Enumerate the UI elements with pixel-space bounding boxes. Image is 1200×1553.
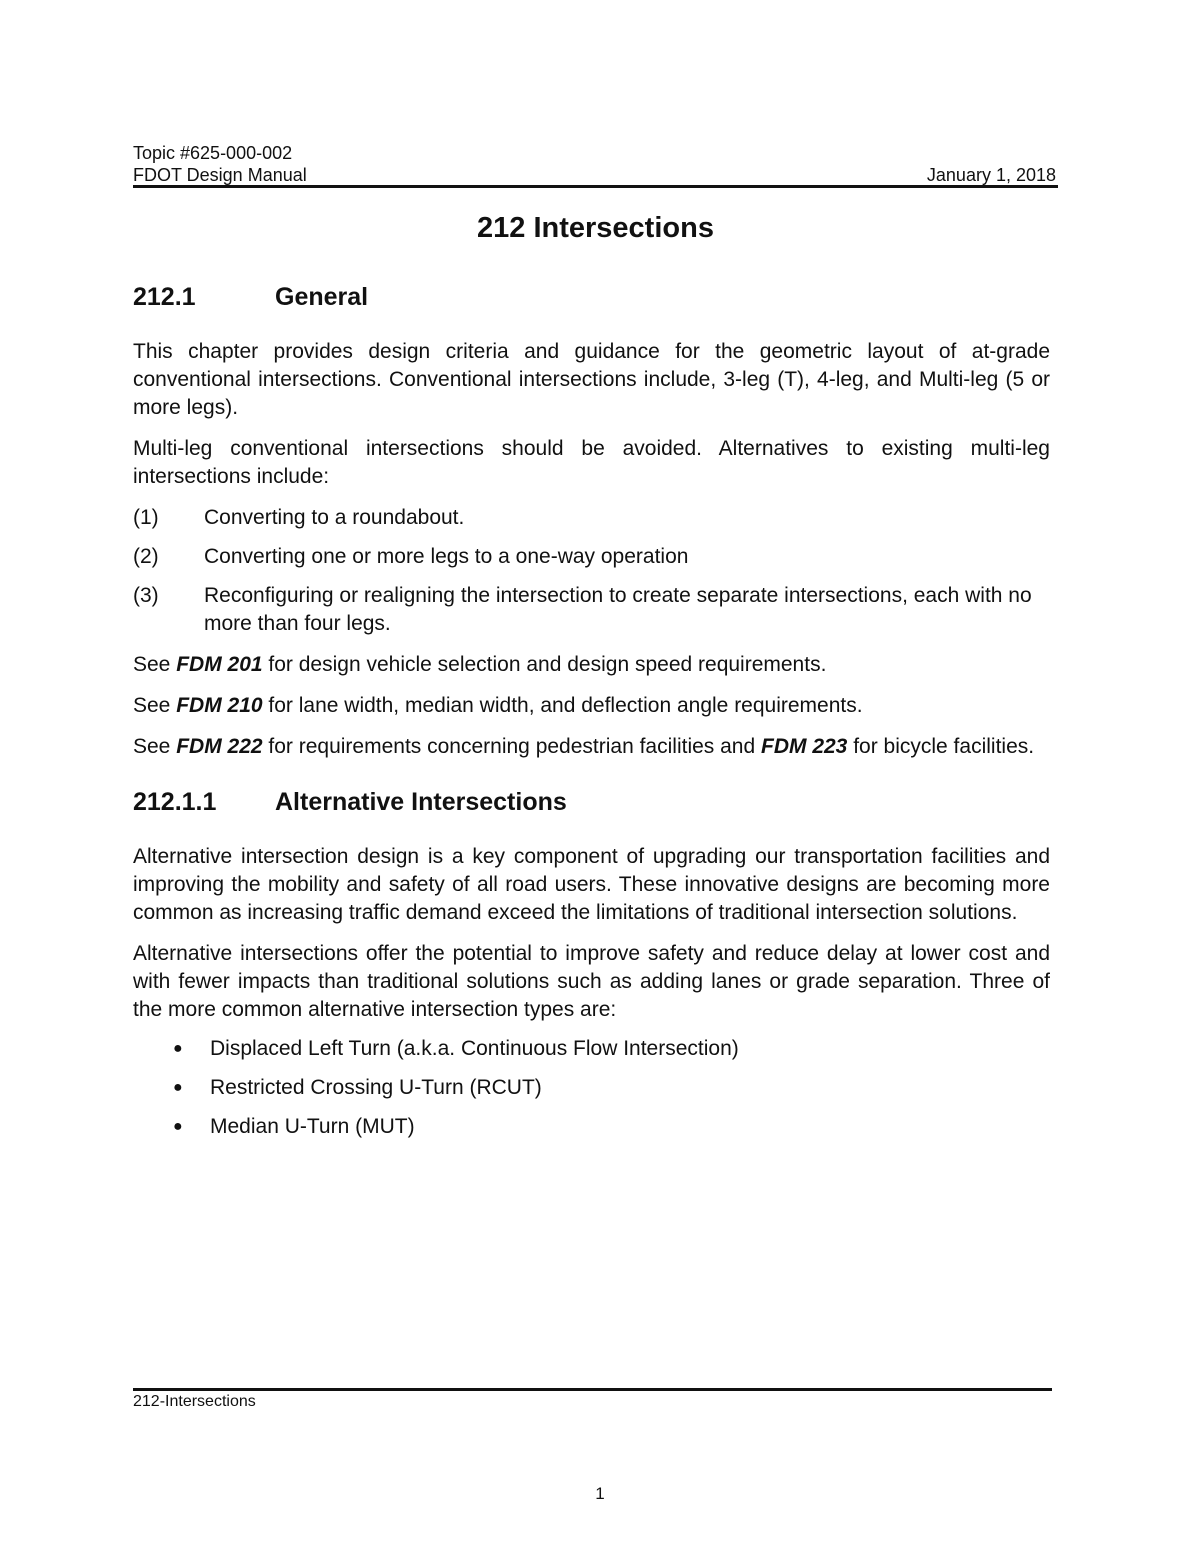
bullet-icon: ● <box>173 1040 183 1057</box>
paragraph: Alternative intersections offer the potential to improve safety and reduce delay at lower cost and with fewer impacts than traditional solutions such as adding lanes or grade separation. Three of the more common alternative intersection types are: <box>133 942 1050 1021</box>
header-row <box>133 164 1056 186</box>
section-number: 212.1 <box>133 283 196 311</box>
see-reference-paragraph: See FDM 210 for lane width, median width, and deflection angle requirements. <box>133 694 863 717</box>
paragraph: Alternative intersection design is a key component of upgrading our transportation facilities and improving the mobility and safety of all road users. These innovative designs are becoming more common as increasing traffic demand exceed the limitations of traditional intersection solutions. <box>133 845 1050 924</box>
list-item <box>133 504 1050 532</box>
list-item <box>133 582 1050 638</box>
section-title: Alternative Intersections <box>275 788 567 816</box>
page-number: 1 <box>595 1484 605 1503</box>
bullet-text: Restricted Crossing U-Turn (RCUT) <box>210 1076 542 1099</box>
list-item-number: (3) <box>133 584 159 607</box>
chapter-title: 212 Intersections <box>477 212 714 244</box>
header-date: January 1, 2018 <box>926 165 1056 185</box>
section-number: 212.1.1 <box>133 788 217 816</box>
manual-name: FDOT Design Manual <box>133 165 307 185</box>
list-item-number: (2) <box>133 545 159 568</box>
bullet-text: Displaced Left Turn (a.k.a. Continuous Flow Intersection) <box>210 1037 739 1060</box>
section-heading-general <box>133 280 1050 314</box>
fdm-reference-link: FDM 222 <box>176 735 263 758</box>
list-item-text: Converting one or more legs to a one-way operation <box>204 545 689 568</box>
list-item-text: Converting to a roundabout. <box>204 506 465 529</box>
page-content <box>133 280 1050 1141</box>
bullet-item <box>133 1035 1050 1063</box>
bullet-icon: ● <box>173 1118 183 1135</box>
list-item-number: (1) <box>133 506 159 529</box>
footer-divider <box>133 1388 1052 1391</box>
fdm-reference-link: FDM 210 <box>176 694 263 717</box>
numbered-list <box>133 504 1050 638</box>
bullet-item <box>133 1113 1050 1141</box>
fdm-reference-link: FDM 201 <box>176 653 263 676</box>
see-reference-paragraph: See FDM 201 for design vehicle selection and design speed requirements. <box>133 653 827 676</box>
page-header <box>133 142 1056 186</box>
bullet-item <box>133 1074 1050 1102</box>
bullet-list <box>133 1035 1050 1141</box>
header-divider <box>133 185 1058 188</box>
list-item-text: Reconfiguring or realigning the intersection to create separate intersections, each with no more than four legs. <box>204 584 1032 635</box>
fdm-reference-link: FDM 223 <box>761 735 848 758</box>
section-title: General <box>275 283 369 311</box>
paragraph: Multi-leg conventional intersections should be avoided. Alternatives to existing multi-leg intersections include: <box>133 437 1050 488</box>
topic-number: Topic #625-000-002 <box>133 143 293 163</box>
list-item <box>133 543 1050 571</box>
bullet-icon: ● <box>173 1079 183 1096</box>
section-heading-alternative <box>133 785 1050 819</box>
bullet-text: Median U-Turn (MUT) <box>210 1115 415 1138</box>
paragraph: This chapter provides design criteria and guidance for the geometric layout of at-grade conventional intersections. Conventional intersections include, 3-leg (T), 4-leg, and Multi-leg (5 or more legs). <box>133 340 1050 419</box>
footer-label: 212-Intersections <box>133 1393 256 1410</box>
see-reference-paragraph: See FDM 222 for requirements concerning pedestrian facilities and FDM 223 for bicycle facilities. <box>133 735 1035 758</box>
